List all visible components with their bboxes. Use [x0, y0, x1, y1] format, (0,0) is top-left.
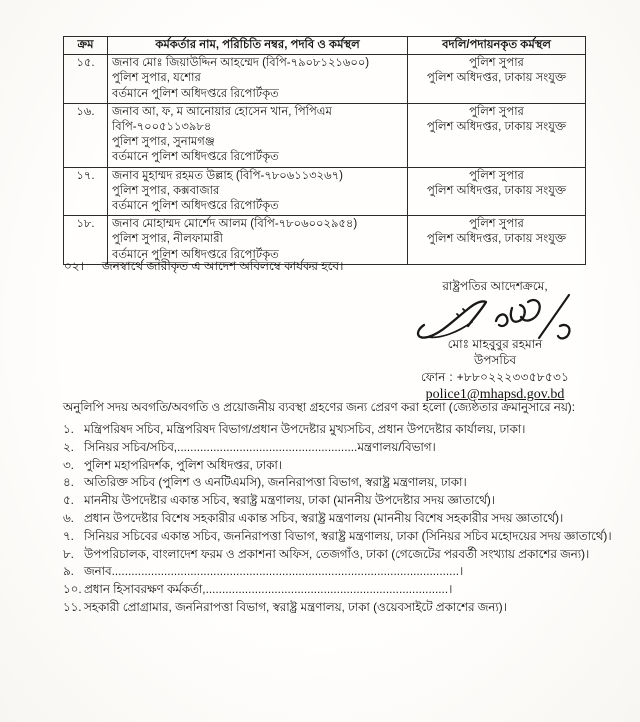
item-number: ৮.	[63, 546, 74, 561]
item-text: অতিরিক্ত সচিব (পুলিশ ও এনটিএমসি), জননিরাপত্তা বিভাগ, স্বরাষ্ট্র মন্ত্রণালয়, ঢাকা।	[84, 475, 467, 490]
item-number: ৫.	[63, 493, 74, 508]
row-officer-cell	[108, 167, 408, 216]
item-number: ৪.	[63, 475, 74, 490]
distribution-list	[63, 400, 615, 619]
item-number: ৯.	[63, 564, 74, 579]
item-text: প্রধান হিসাবরক্ষণ কর্মকর্তা,..........................................................................।	[84, 582, 453, 597]
transfer-posting-table	[63, 36, 586, 265]
posting-line: পুলিশ সুপার	[469, 169, 524, 182]
signatory-phone: ফোন : +৮৮০২২২৩৩৫৮৫৩১	[420, 370, 570, 384]
officer-line: বিপি-৭০০৫১১৩৯৮৪	[112, 121, 212, 134]
officer-line: জনাব মোহাম্মদ মোর্শেদ আলম (বিপি-৭৮০৬০০২৯৫৪)	[112, 218, 358, 231]
list-item	[63, 565, 615, 578]
signatory-designation: উপসচিব	[473, 353, 516, 367]
list-item	[63, 512, 615, 525]
officer-line: বর্তমানে পুলিশ অধিদপ্তরে রিপোর্টকৃত	[112, 151, 279, 164]
list-item	[63, 530, 615, 543]
row-posting-cell	[408, 103, 586, 167]
officer-line: বর্তমানে পুলিশ অধিদপ্তরে রিপোর্টকৃত	[112, 248, 279, 261]
officer-line: বর্তমানে পুলিশ অধিদপ্তরে রিপোর্টকৃত	[112, 200, 279, 213]
header-serial: ক্রম	[64, 37, 108, 55]
officer-line: পুলিশ সুপার, কক্সবাজার	[112, 184, 220, 197]
item-number: ২.	[63, 439, 74, 454]
item-text: সিনিয়র সচিব/সচিব,.......................................................মন্ত্রণালয়/বিভাগ।	[84, 439, 436, 454]
list-item	[63, 441, 615, 454]
item-text: মাননীয় উপদেষ্টার একান্ত সচিব, স্বরাষ্ট্র মন্ত্রণালয়, ঢাকা (মাননীয় উপদেষ্টার সদয় জ্ঞাতার্থে)।	[84, 493, 495, 508]
list-item	[63, 601, 615, 614]
row-officer-cell	[108, 55, 408, 104]
list-item	[63, 548, 615, 561]
row-serial: ১৫.	[64, 55, 108, 104]
item-text: সিনিয়র সচিবের একান্ত সচিব, জননিরাপত্তা বিভাগ, স্বরাষ্ট্র মন্ত্রণালয়, ঢাকা (সিনিয়র সচিব মহোদয়ের সদয় জ্ঞাতার্থে)।	[84, 528, 612, 543]
row-serial: ১৭.	[64, 167, 108, 216]
officer-line: জনাব মুহাম্মদ রহমত উল্লাহ (বিপি-৭৮০৬১১৩২৬৭)	[112, 169, 343, 182]
row-posting-cell	[408, 55, 586, 104]
item-number: ১১.	[63, 599, 82, 614]
signatory-name: মোঃ মাহবুবুর রহমান	[447, 337, 543, 351]
signature-block	[388, 279, 602, 402]
by-order-line: রাষ্ট্রপতির আদেশক্রমে,	[442, 279, 548, 293]
row-officer-cell	[108, 103, 408, 167]
table-row	[64, 167, 586, 216]
item-text: পুলিশ মহাপরিদর্শক, পুলিশ অধিদপ্তর, ঢাকা।	[84, 457, 283, 472]
item-number: ১০.	[63, 582, 82, 597]
item-text: মন্ত্রিপরিষদ সচিব, মন্ত্রিপরিষদ বিভাগ/প্রধান উপদেষ্টার মুখ্যসচিব, প্রধান উপদেষ্টার কার্যালয়, ঢাকা।	[84, 422, 526, 436]
order-effective-paragraph	[64, 258, 584, 278]
list-item	[63, 494, 615, 507]
posting-line: পুলিশ অধিদপ্তর, ঢাকায় সংযুক্ত	[426, 121, 567, 134]
signatory-email-link[interactable]: police1@mhapsd.gov.bd	[425, 387, 565, 402]
officer-line: বর্তমানে পুলিশ অধিদপ্তরে রিপোর্টকৃত	[112, 87, 279, 100]
officer-line: জনাব মোঃ জিয়াউদ্দিন আহম্মেদ (বিপি-৭৯০৮১২১৬০০)	[112, 57, 370, 70]
item-number: ১.	[63, 422, 74, 436]
row-serial: ১৮.	[64, 216, 108, 265]
distribution-heading: অনুলিপি সদয় অবগতি/অবগতি ও প্রয়োজনীয় ব্যবস্থা গ্রহণের জন্য প্রেরণ করা হলো (জ্যেষ্ঠতার ক্রমানুসারে নয়):	[63, 400, 576, 414]
item-text: জনাব..........................................................................................................।	[84, 564, 464, 579]
officer-line: জনাব আ, ফ, ম আনোয়ার হোসেন খান, পিপিএম	[112, 105, 332, 118]
paragraph-text: জনস্বার্থে জারীকৃত এ আদেশ অবিলম্বে কার্যকর হবে।	[101, 259, 344, 273]
item-number: ৬.	[63, 510, 74, 525]
table-row	[64, 103, 586, 167]
list-item	[63, 459, 615, 472]
item-number: ৩.	[63, 457, 74, 472]
posting-line: পুলিশ সুপার	[469, 57, 524, 70]
officer-line: পুলিশ সুপার, যশোর	[112, 72, 201, 85]
item-text: প্রধান উপদেষ্টার বিশেষ সহকারীর একান্ত সচিব, স্বরাষ্ট্র মন্ত্রণালয় (মাননীয় বিশেষ সহকারীর সদয় জ্ঞাতার্থে)।	[84, 510, 564, 525]
officer-line: পুলিশ সুপার, সুনামগঞ্জ	[112, 136, 215, 149]
item-text: সহকারী প্রোগ্রামার, জননিরাপত্তা বিভাগ, স্বরাষ্ট্র মন্ত্রণালয়, ঢাকা (ওয়েবসাইটে প্রকাশের জন্য)।	[84, 599, 507, 614]
posting-line: পুলিশ অধিদপ্তর, ঢাকায় সংযুক্ত	[426, 72, 567, 85]
header-posting: বদলি/পদায়নকৃত কর্মস্থল	[408, 37, 586, 55]
posting-line: পুলিশ সুপার	[469, 218, 524, 231]
list-item	[63, 583, 615, 596]
table-header-row	[64, 37, 586, 55]
posting-line: পুলিশ অধিদপ্তর, ঢাকায় সংযুক্ত	[426, 184, 567, 197]
posting-line: পুলিশ সুপার	[469, 105, 524, 118]
header-officer: কর্মকর্তার নাম, পরিচিতি নম্বর, পদবি ও কর্মস্থল	[108, 37, 408, 55]
item-number: ৭.	[63, 528, 74, 543]
paragraph-number: ০২।	[64, 259, 84, 273]
row-posting-cell	[408, 167, 586, 216]
list-item	[63, 476, 615, 489]
table-row	[64, 55, 586, 104]
list-item	[63, 423, 615, 436]
item-text: উপপরিচালক, বাংলাদেশ ফরম ও প্রকাশনা অফিস, তেজগাঁও, ঢাকা (গেজেটের পরবর্তী সংখ্যায় প্রকাশের জন্য)।	[84, 546, 590, 561]
posting-line: পুলিশ অধিদপ্তর, ঢাকায় সংযুক্ত	[426, 233, 567, 246]
row-serial: ১৬.	[64, 103, 108, 167]
officer-line: পুলিশ সুপার, নীলফামারী	[112, 233, 223, 246]
